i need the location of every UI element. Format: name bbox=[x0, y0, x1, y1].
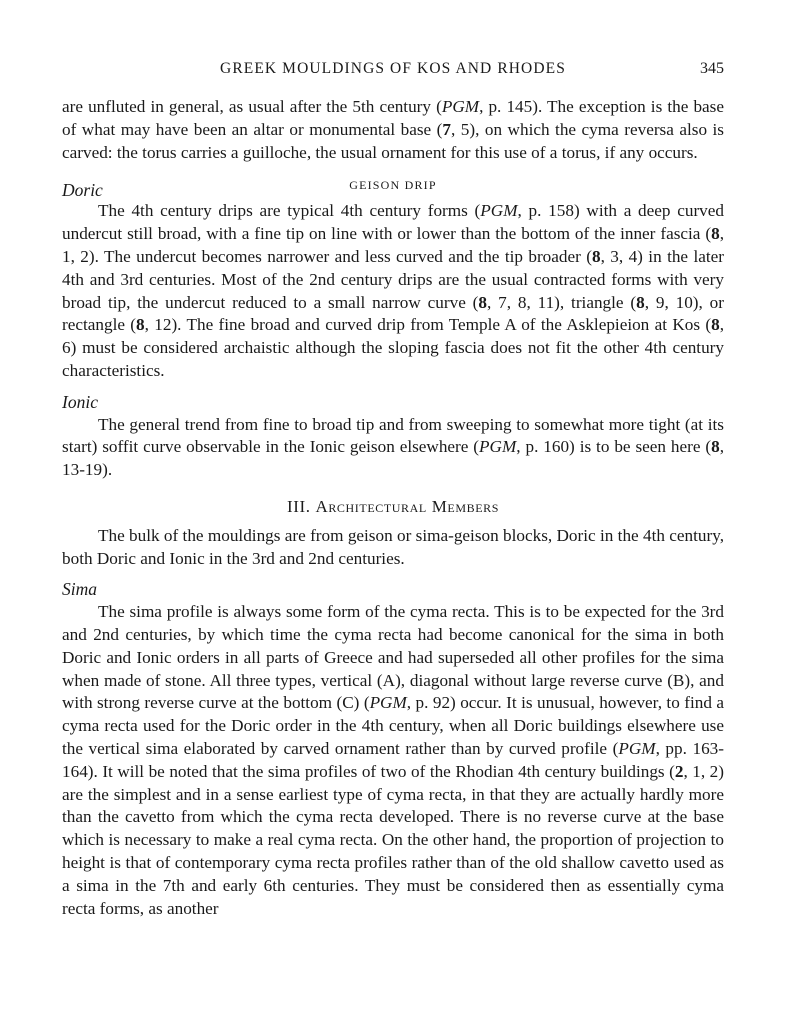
paragraph-doric: The 4th century drips are typical 4th century forms (PGM, p. 158) with a deep curved undercut still broad, with a fine tip on line with or lower than the bottom of the inner fascia (8, 1, 2). The undercut becomes narrower and less curved and the tip broader (8, 3, 4) in the later 4th and 3rd centuries. Most of the 2nd century drips are the usual contracted forms with very broad tip, the undercut reduced to a small narrow curve (8, 7, 8, 11), triangle (8, 9, 10), or rectangle (8, 12). The fine broad and curved drip from Temple A of the Asklepieion at Kos (8, 6) must be considered archaistic although the sloping fascia does not fit the other 4th century characteristics. bbox=[62, 201, 725, 380]
paragraph-sima: The sima profile is always some form of the cyma recta. This is to be expected for the 3rd and 2nd centuries, by which time the cyma recta had become canonical for the sima in both Doric and Ionic orders in all parts of Greece and had superseded all other profiles for the sima when made of stone. All three types, vertical (A), diagonal without large reverse curve (B), and with strong reverse curve at the bottom (C) (PGM, p. 92) occur. It is unusual, however, to find a cyma recta used for the Doric order in the 4th century, when all Doric buildings elsewhere use the vertical sima elaborated by carved ornament rather than by curved profile (PGM, pp. 163-164). It will be noted that the sima profiles of two of the Rhodian 4th century buildings (2, 1, 2) are the simplest and in a sense earliest type of cyma recta, in that they are actually hardly more than the cavetto from which the cyma recta developed. There is no reverse curve at the base which is necessary to make a real cyma recta. On the other hand, the proportion of projection to height is that of contemporary cyma recta profiles rather than of the old shallow cavetto used as a sima in the 7th and early 6th centuries. They must be considered then as essentially cyma recta forms, as another bbox=[62, 602, 724, 918]
page-number: 345 bbox=[700, 60, 724, 77]
subheading-doric: Doric bbox=[62, 180, 103, 201]
geison-drip-heading-row bbox=[62, 174, 724, 200]
subheading-ionic: Ionic bbox=[62, 391, 98, 412]
running-header bbox=[62, 60, 724, 84]
section-title-architectural-members: III. Architectural Members bbox=[286, 496, 500, 516]
subheading-sima: Sima bbox=[62, 579, 97, 600]
paragraph-ionic: The general trend from fine to broad tip and from sweeping to somewhat more tight (at its start) soffit curve observable in the Ionic geison elsewhere (PGM, p. 160) is to be seen here (8, 13-19). bbox=[62, 414, 725, 480]
paragraph-architectural-members: The bulk of the mouldings are from geison or sima-geison blocks, Doric in the 4th century, both Doric and Ionic in the 3rd and 2nd centuries. bbox=[62, 525, 724, 568]
paragraph-intro: are unfluted in general, as usual after the 5th century (PGM, p. 145). The exception is the base of what may have been an altar or monumental base (7, 5), on which the cyma reversa also is carved: the torus carries a guilloche, the usual ornament for this use of a torus, if any occurs. bbox=[62, 97, 725, 162]
running-title: GREEK MOULDINGS OF KOS AND RHODES bbox=[220, 60, 566, 77]
page-body bbox=[62, 96, 724, 920]
section-heading-geison-drip: GEISON DRIP bbox=[349, 178, 437, 193]
